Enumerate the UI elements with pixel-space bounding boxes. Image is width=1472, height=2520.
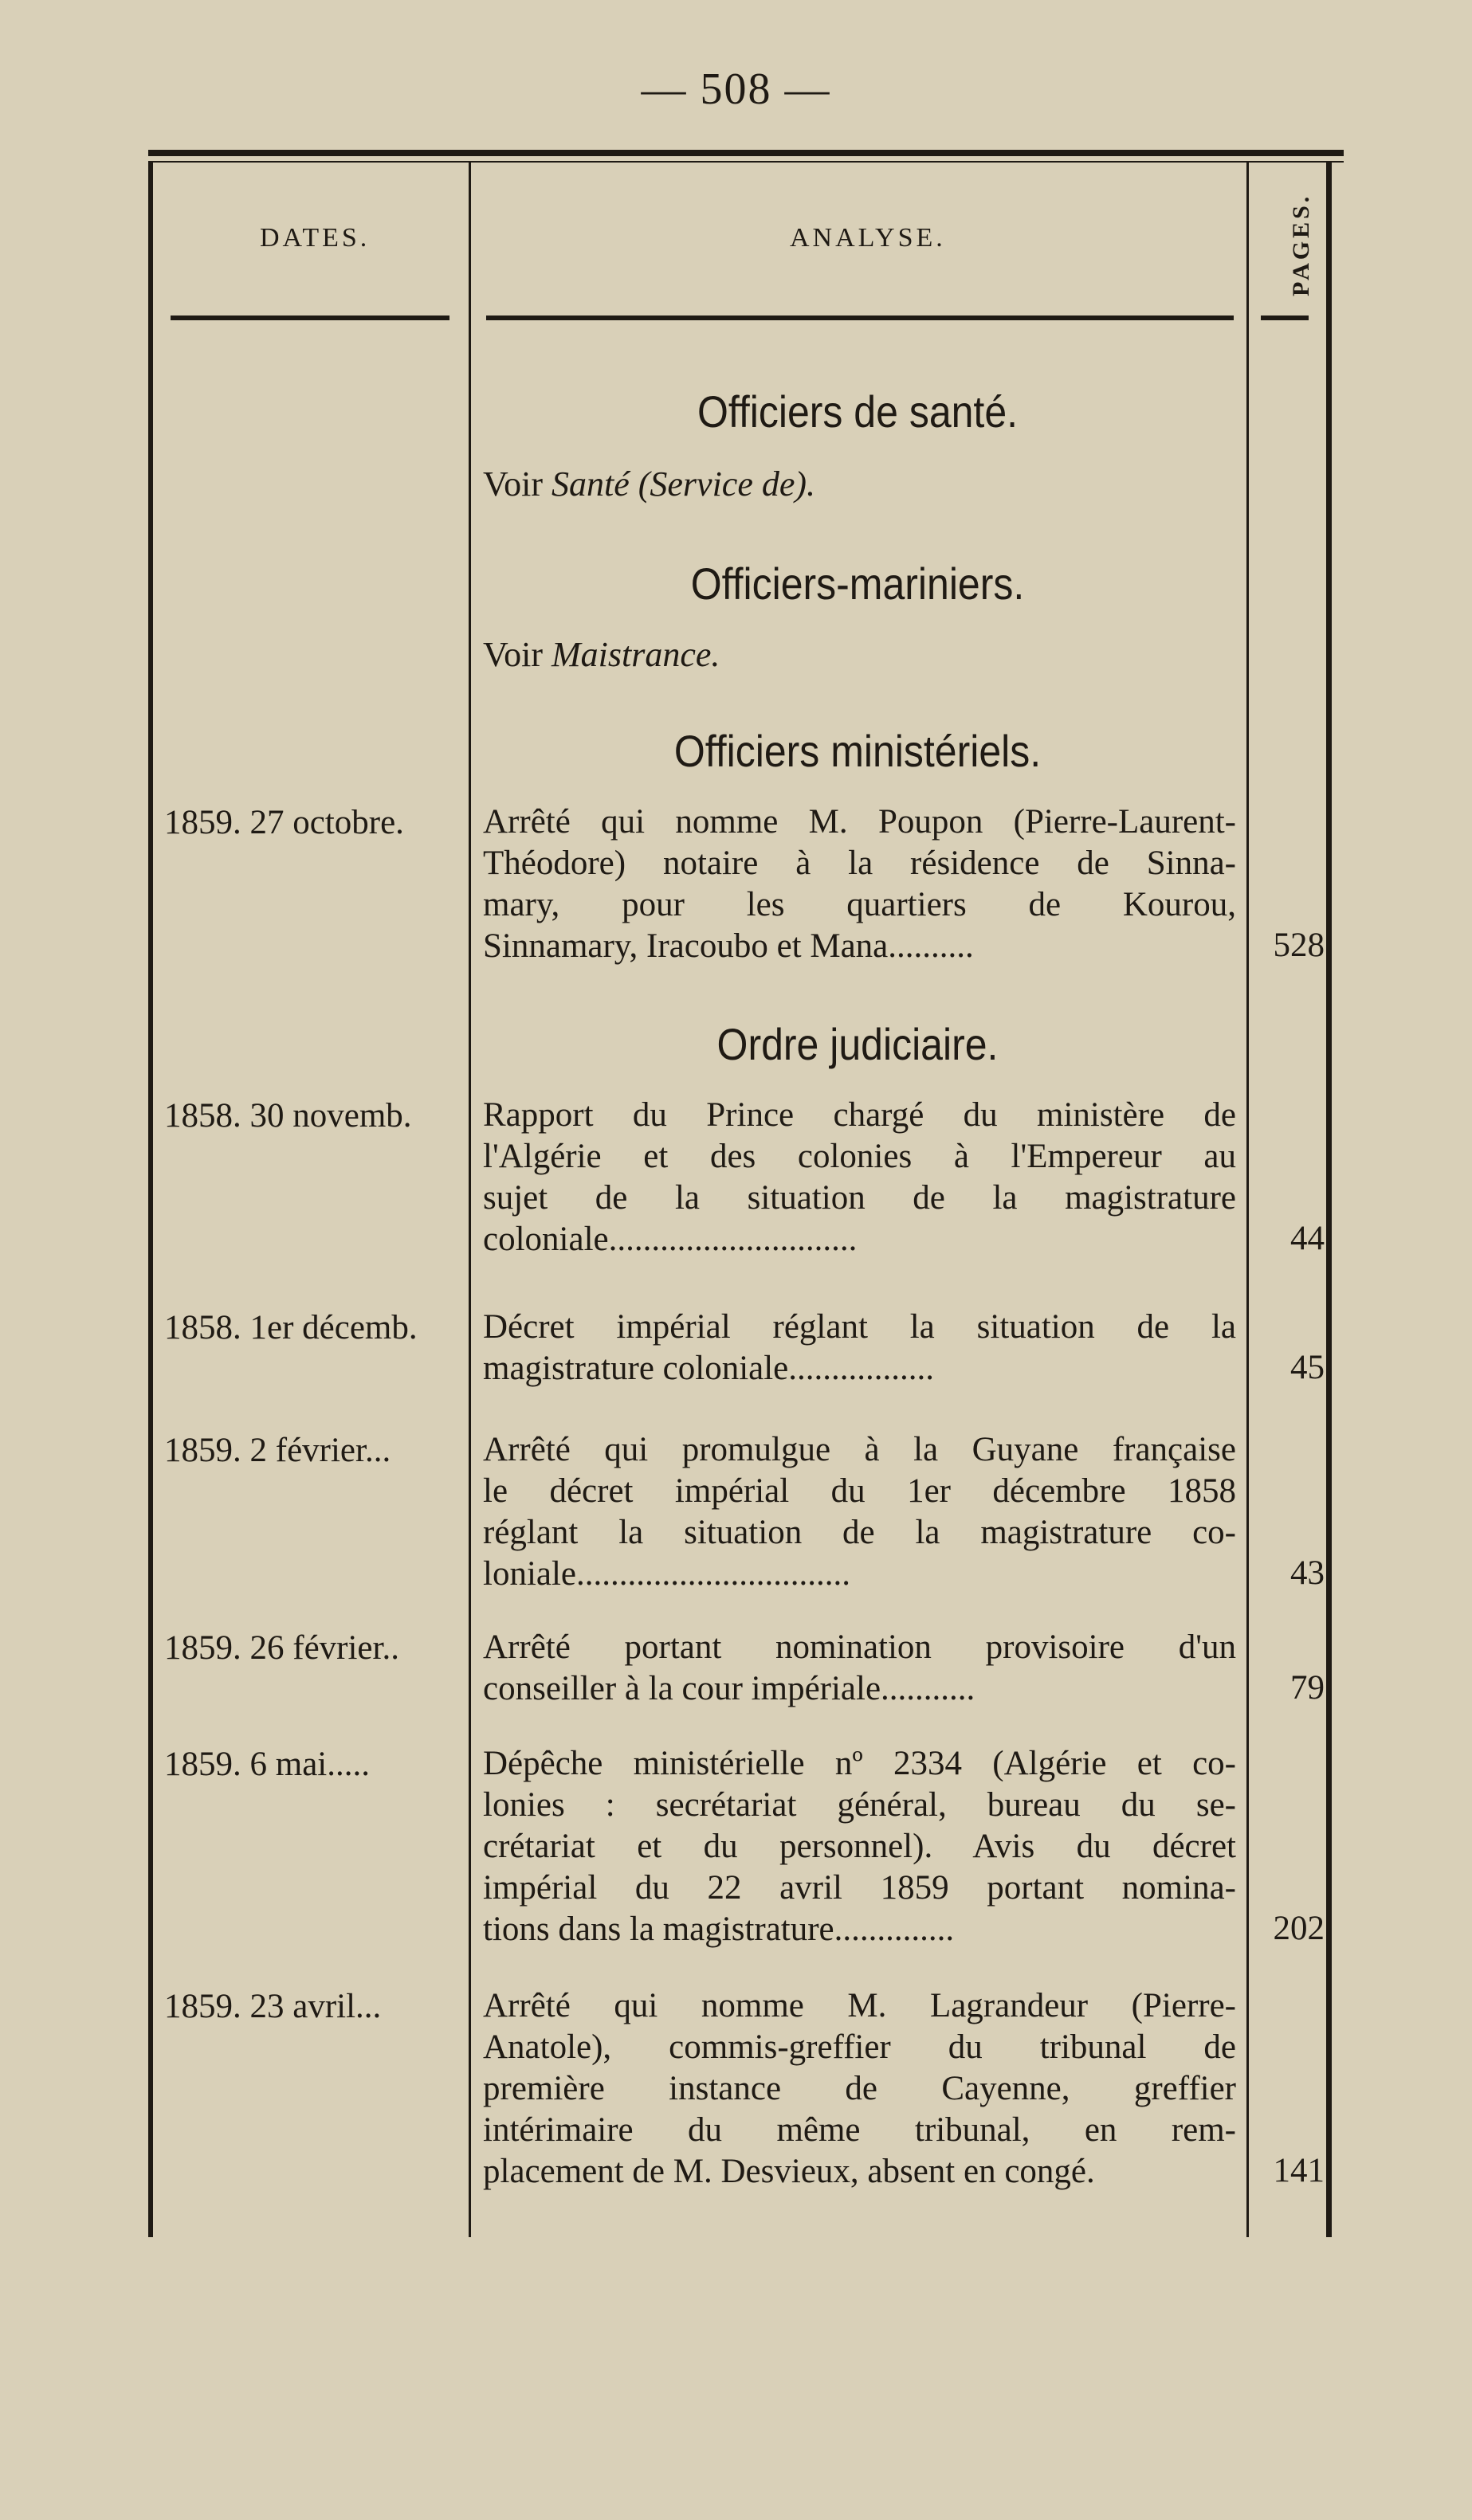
analysis-line: Sinnamary, Iracoubo et Mana.......... [483,927,974,965]
entry-analysis [483,1743,1236,1950]
entry-date: 1858. 30 novemb. [164,1097,412,1135]
entry-analysis [483,1095,1236,1260]
analysis-line: Arrêté qui nomme M. Lagrandeur (Pierre- [483,1987,1236,2024]
analysis-line: tions dans la magistrature.............. [483,1911,955,1948]
right-border [1326,163,1332,2237]
analysis-line: Anatole), commis-greffier du tribunal de [483,2028,1236,2066]
analysis-line: première instance de Cayenne, greffier [483,2070,1236,2107]
entry-date: 1859. 23 avril... [164,1988,382,2025]
entry-analysis [483,801,1236,967]
entry-analysis [483,1307,1236,1389]
entry-page: 202 [1273,1910,1325,1947]
header-dates: DATES. [260,223,371,253]
section-title: Ordre judiciaire. [716,1019,999,1070]
analysis-line: crétariat et du personnel). Avis du décret [483,1828,1236,1865]
section-title: Officiers-mariniers. [690,558,1025,609]
voir-ref: Maistrance. [551,635,720,674]
header-rule-dates [171,315,449,320]
dates-divider [469,163,471,2237]
analysis-line: coloniale............................. [483,1221,858,1258]
page-number: — 508 — [641,65,831,114]
table-top-rule-thin [148,161,1344,163]
entry-page: 528 [1273,927,1325,964]
entry-analysis [483,1627,1236,1710]
header-pages: PAGES. [1288,193,1314,296]
analysis-line: magistrature coloniale................. [483,1350,935,1387]
analysis-line: Décret impérial réglant la situation de la [483,1308,1236,1346]
voir-prefix: Voir [483,635,543,674]
analysis-line: le décret impérial du 1er décembre 1858 [483,1472,1236,1510]
entry-analysis [483,1429,1236,1595]
left-border [148,163,153,2237]
voir-prefix: Voir [483,464,543,504]
analysis-line: Arrêté qui promulgue à la Guyane française [483,1431,1236,1468]
entry-page: 79 [1290,1669,1325,1707]
section-title: Officiers ministériels. [673,726,1042,777]
entry-date: 1859. 26 février.. [164,1629,399,1667]
entry-date: 1858. 1er décemb. [164,1309,418,1346]
entry-page: 43 [1290,1554,1325,1592]
analysis-line: intérimaire du même tribunal, en rem- [483,2111,1236,2149]
analysis-line: Théodore) notaire à la résidence de Sinna- [483,845,1236,882]
analysis-line: conseiller à la cour impériale........... [483,1670,975,1707]
table-top-rule [148,150,1344,156]
cross-reference [483,464,815,504]
analysis-line: réglant la situation de la magistrature co- [483,1514,1236,1551]
entry-date: 1859. 27 octobre. [164,804,404,841]
header-rule-analyse [486,315,1234,320]
analysis-line: sujet de la situation de la magistrature [483,1179,1236,1217]
analysis-line: Rapport du Prince chargé du ministère de [483,1096,1236,1134]
header-analyse: ANALYSE. [790,223,946,253]
entry-page: 141 [1273,2152,1325,2189]
entry-date: 1859. 6 mai..... [164,1746,370,1783]
entry-date: 1859. 2 février... [164,1432,391,1469]
analysis-line: placement de M. Desvieux, absent en congé. [483,2153,1095,2190]
cross-reference [483,634,720,675]
entry-page: 45 [1290,1349,1325,1386]
analysis-line: impérial du 22 avril 1859 portant nomina- [483,1869,1236,1907]
section-title: Officiers de santé. [697,386,1019,437]
analysis-line: Arrêté qui nomme M. Poupon (Pierre-Laurent- [483,803,1236,841]
entry-analysis [483,1985,1236,2193]
analysis-line: lonies : secrétariat général, bureau du se- [483,1786,1236,1824]
analysis-line: loniale................................ [483,1555,851,1593]
header-rule-pages [1261,315,1309,320]
entry-page: 44 [1290,1220,1325,1257]
analysis-line: Dépêche ministérielle nº 2334 (Algérie et co- [483,1745,1236,1782]
voir-ref: Santé (Service de). [551,464,816,504]
analysis-line: Arrêté portant nomination provisoire d'un [483,1628,1236,1666]
analysis-line: mary, pour les quartiers de Kourou, [483,886,1236,923]
analysis-line: l'Algérie et des colonies à l'Empereur au [483,1138,1236,1175]
